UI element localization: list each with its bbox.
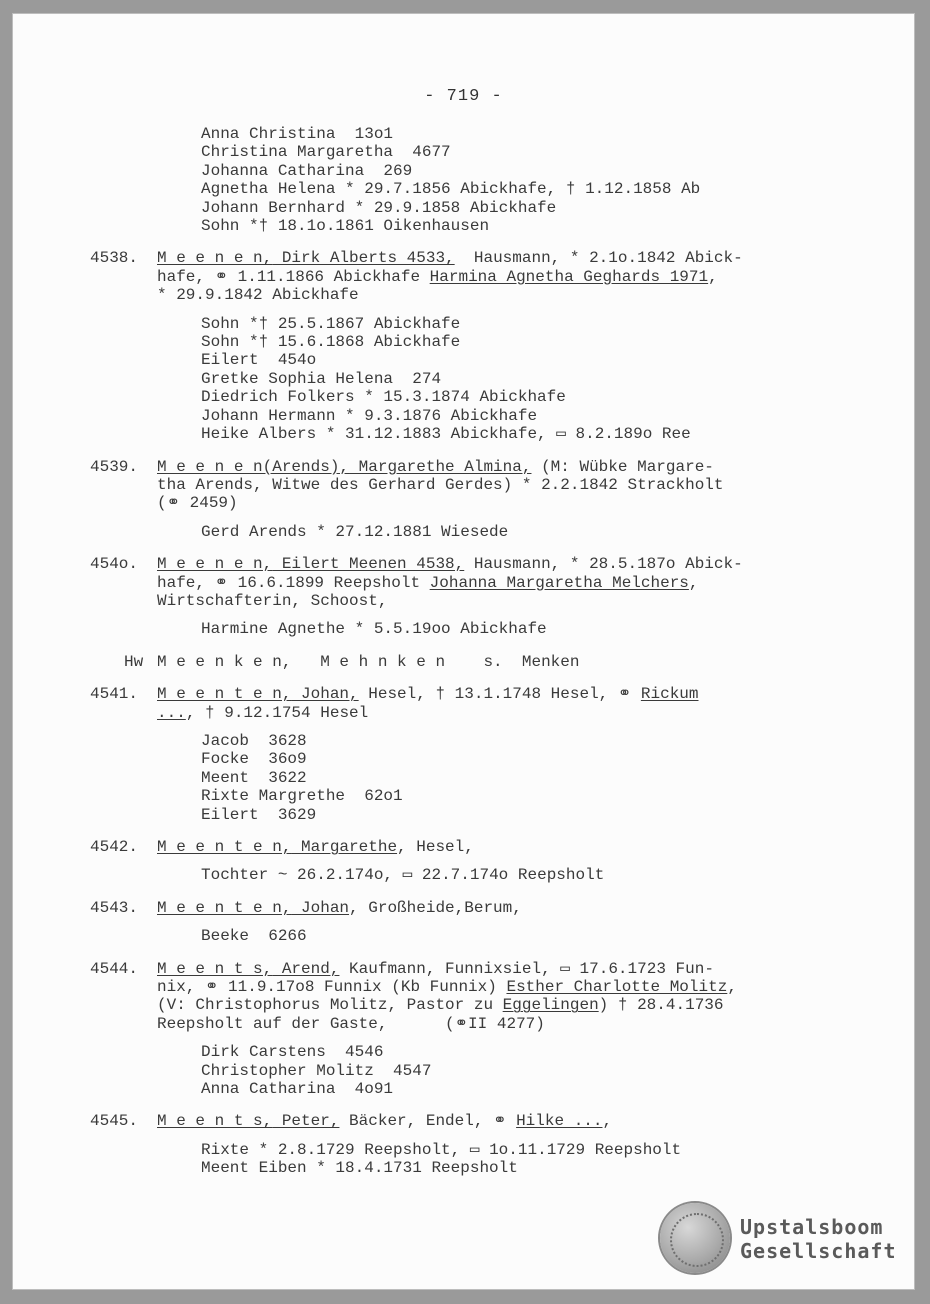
entry-name: Peter, [272,1112,340,1131]
continuation-children [12,125,915,235]
entry-text: , [708,267,718,286]
list-item: Christopher Molitz 4547 [201,1061,432,1080]
place-name: Eggelingen [502,996,599,1015]
register-content [12,125,915,1192]
entry-number: 4541. [90,685,139,704]
list-item: Johann Bernhard * 29.9.1858 Abickhafe [201,198,557,217]
entry-number: 4539. [90,457,139,476]
entry-text: Kaufmann, Funnixsiel, ▭ 17.6.1723 Fun- [339,959,714,978]
entry-number: 4543. [90,898,139,917]
society-logo [660,1199,910,1279]
reference-names: M e e n k e n, M e h n k e n [157,652,446,671]
entry-text: * 29.9.1842 Abickhafe [157,286,359,305]
list-item: Gretke Sophia Helena 274 [201,369,442,388]
list-item: Agnetha Helena * 29.7.1856 Abickhafe, † 1.12.1858 Ab [201,180,701,199]
list-item: Jacob 3628 [201,731,307,750]
entry-text: , † 9.12.1754 Hesel [185,703,369,722]
entry-text: Reepsholt auf der Gaste, (⚭II 4277) [157,1014,545,1033]
entry-name: Johan [291,898,350,917]
entry-text: Hesel, † 13.1.1748 Hesel, ⚭ [358,685,641,704]
entry-4545 [12,1112,915,1177]
entry-text: , [727,978,737,997]
list-item: Sohn *† 15.6.1868 Abickhafe [201,333,461,352]
entry-text: tha Arends, Witwe des Gerhard Gerdes) * 2.2.1842 Strackholt [157,475,724,494]
entry-number: 454o. [90,555,139,574]
spouse-name: Rickum [640,685,699,704]
spouse-name: Hilke ... [516,1112,603,1131]
entry-number: 4544. [90,959,139,978]
list-item: Eilert 3629 [201,805,317,824]
logo-line-2: Gesellschaft [740,1239,897,1263]
seal-icon [660,1203,730,1273]
entry-text: nix, ⚭ 11.9.17o8 Funnix (Kb Funnix) [157,978,507,997]
list-item: Anna Catharina 4o91 [201,1080,394,1099]
entry-text: Wirtschafterin, Schoost, [157,591,388,610]
spouse-name: Harmina Agnetha Geghards 1971 [429,267,709,286]
entry-surname: M e e n t e n, [157,685,292,704]
entry-4539 [12,458,915,542]
entry-text: Bäcker, Endel, ⚭ [339,1112,517,1131]
entry-text: , [602,1112,613,1131]
entry-text: , [688,573,699,592]
entry-number: 4542. [90,838,139,856]
entry-surname: M e e n e n, [157,555,273,574]
spouse-name: Esther Charlotte Molitz [506,978,728,997]
list-item: Johann Hermann * 9.3.1876 Abickhafe [201,406,538,425]
entry-surname: M e e n e n, [157,249,273,268]
entry-name: Eilert Meenen 4538, [272,555,465,574]
list-item: Christina Margaretha 4677 [201,143,451,162]
page-number: - 719 - [424,87,503,106]
list-item: Dirk Carstens 4546 [201,1043,384,1062]
list-item: Sohn *† 18.1o.1861 Oikenhausen [201,217,490,236]
entry-4544 [12,960,915,1099]
entry-text: hafe, ⚭ 16.6.1899 Reepsholt [157,573,430,592]
entry-text: , Großheide,Berum, [349,898,522,917]
list-item: Eilert 454o [201,351,317,370]
entry-name: Dirk Alberts 4533, [272,249,455,268]
list-item: Diedrich Folkers * 15.3.1874 Abickhafe [201,388,566,407]
entry-surname: M e e n t e n, [157,898,292,917]
document-page [12,13,915,1290]
list-item: Heike Albers * 31.12.1883 Abickhafe, ▭ 8.2.189o Ree [201,425,691,444]
logo-line-1: Upstalsboom [740,1215,884,1239]
list-item: Tochter ~ 26.2.174o, ▭ 22.7.174o Reepsholt [201,866,605,885]
cross-reference [12,653,915,671]
list-item: Johanna Catharina 269 [201,161,413,180]
entry-surname: M e e n e n(Arends), [157,457,350,476]
entry-4541 [12,685,915,824]
entry-surname: M e e n t s, [157,959,273,978]
list-item: Rixte * 2.8.1729 Reepsholt, ▭ 1o.11.1729 Reepsholt [201,1140,682,1159]
list-item: Sohn *† 25.5.1867 Abickhafe [201,314,461,333]
list-item: Meent 3622 [201,768,307,787]
entry-text: (V: Christophorus Molitz, Pastor zu [157,996,503,1015]
list-item: Focke 36o9 [201,750,307,769]
list-item: Meent Eiben * 18.4.1731 Reepsholt [201,1159,518,1178]
entry-name: Margarethe [291,838,398,856]
entry-text: Hausmann, * 2.1o.1842 Abick- [454,249,743,268]
entry-text: (M: Wübke Margare- [531,457,714,476]
entry-text: Hausmann, * 28.5.187o Abick- [464,555,743,574]
reference-prefix: Hw [124,652,144,671]
entry-surname: M e e n t e n, [157,838,292,856]
reference-see: s. Menken [445,652,580,671]
entry-4543 [12,899,915,946]
list-item: Gerd Arends * 27.12.1881 Wiesede [201,522,509,541]
entry-name: Margarethe Almina, [349,457,532,476]
entry-text: , Hesel, [397,838,474,856]
entry-number: 4545. [90,1112,139,1131]
entry-4540 [12,555,915,639]
list-item: Rixte Margrethe 62o1 [201,787,403,806]
entry-name: Arend, [272,959,340,978]
spouse-name: ... [157,703,186,722]
list-item: Anna Christina 13o1 [201,125,394,143]
entry-surname: M e e n t s, [157,1112,273,1131]
entry-4542 [12,838,915,885]
list-item: Beeke 6266 [201,927,307,946]
entry-number: 4538. [90,249,139,268]
entry-4538 [12,249,915,443]
entry-name: Johan, [291,685,359,704]
spouse-name: Johanna Margaretha Melchers [429,573,689,592]
entry-text: (⚭ 2459) [157,494,238,513]
entry-text: hafe, ⚭ 1.11.1866 Abickhafe [157,267,430,286]
entry-text: ) † 28.4.1736 [598,996,724,1015]
list-item: Harmine Agnethe * 5.5.19oo Abickhafe [201,620,547,639]
